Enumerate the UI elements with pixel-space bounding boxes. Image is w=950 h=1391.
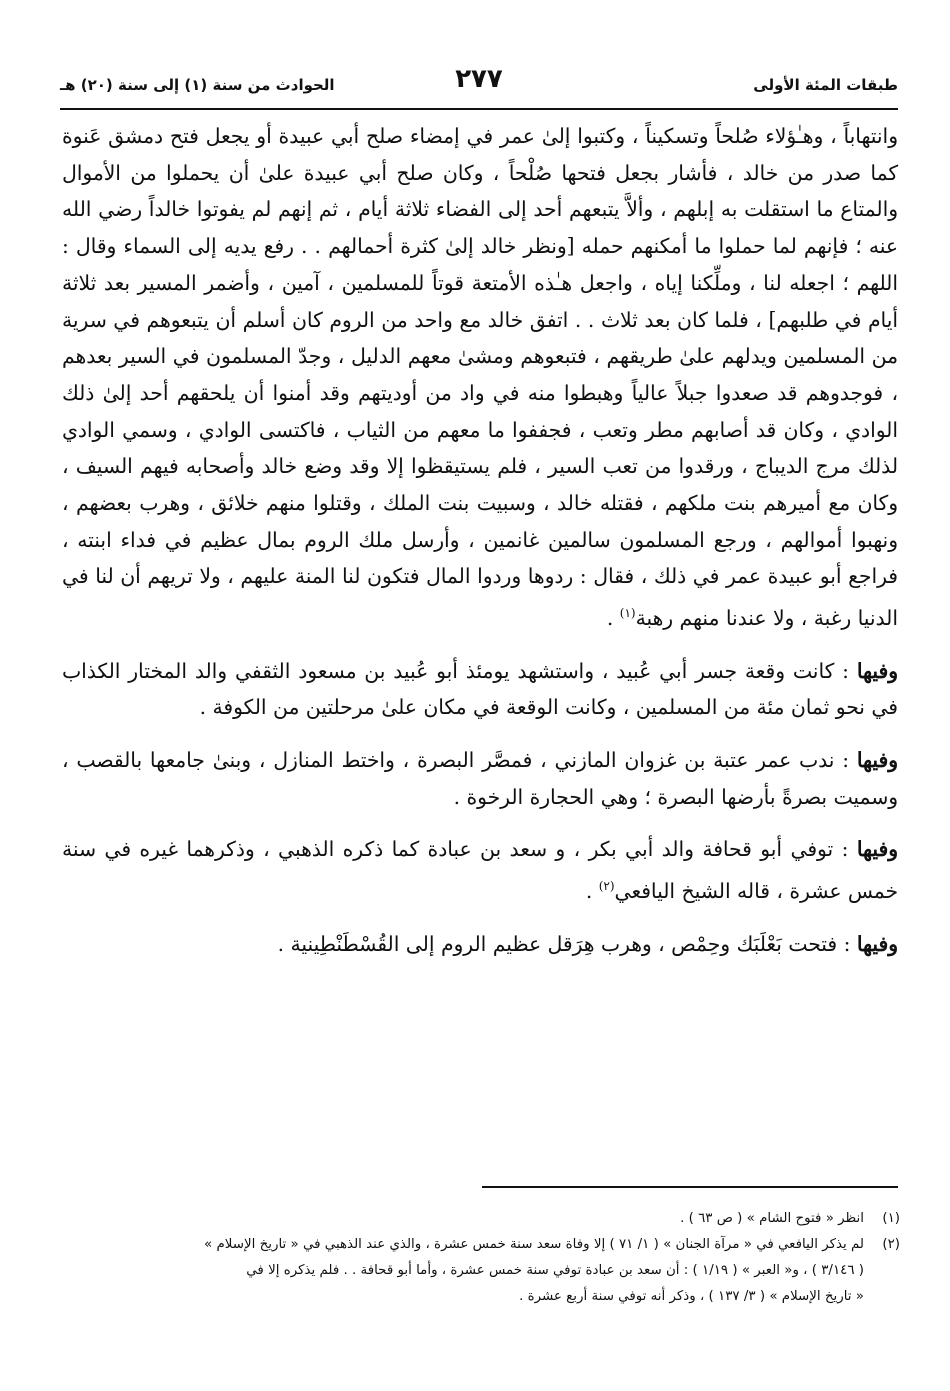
footnote-divider bbox=[482, 1186, 898, 1188]
footnotes bbox=[62, 1206, 900, 1310]
footnote-2-line-1: لم يذكر اليافعي في « مرآة الجنان » ( ١/ ٧١ ) إلا وفاة سعد سنة خمس عشرة ، والذي عند الذهبي في « تاريخ الإسلام » bbox=[204, 1237, 864, 1252]
paragraph-5-lead: وفيها bbox=[856, 931, 898, 956]
paragraph-1-end: . bbox=[606, 605, 620, 630]
paragraph-3-text: : ندب عمر عتبة بن غزوان المازني ، فمصَّر البصرة ، واختط المنازل ، وبنىٰ جامعها بالقصب ، وسميت بصرةً بأرضها البصرة ؛ وهي الحجارة الرخوة . bbox=[62, 748, 898, 809]
paragraph-2-lead: وفيها bbox=[856, 658, 898, 683]
footnote-2 bbox=[62, 1232, 900, 1258]
section-title: الحوادث من سنة (١) إلى سنة (٢٠) هـ bbox=[60, 76, 335, 94]
footnote-ref-1: (١) bbox=[619, 606, 636, 621]
paragraph-4-end: . bbox=[585, 878, 599, 903]
footnote-ref-2: (٢) bbox=[598, 879, 615, 894]
paragraph-3-lead: وفيها bbox=[856, 748, 898, 773]
main-text bbox=[62, 118, 898, 962]
paragraph-2 bbox=[62, 653, 898, 726]
paragraph-1 bbox=[62, 118, 898, 637]
paragraph-2-text: : كانت وقعة جسر أبي عُبيد ، واستشهد يومئذ أبو عُبيد بن مسعود الثقفي والد المختار الكذاب في نحو ثمان مئة من المسلمين ، وكانت الوقعة في مكان علىٰ مرحلتين من الكوفة . bbox=[62, 658, 898, 720]
footnote-2-number: (٢) bbox=[882, 1237, 900, 1252]
book-title: طبقات المئة الأولى bbox=[753, 76, 898, 94]
footnote-1 bbox=[62, 1206, 900, 1232]
header-divider bbox=[60, 108, 898, 110]
footnote-2-line-3: « تاريخ الإسلام » ( ٣/ ١٣٧ ) ، وذكر أنه توفي سنة أربع عشرة . bbox=[519, 1289, 864, 1304]
page-number: ٢٧٧ bbox=[455, 64, 503, 94]
footnote-2-line-2: ( ٣/١٤٦ ) ، و« العبر » ( ١/١٩ ) : أن سعد بن عبادة توفي سنة خمس عشرة ، وأما أبو قحافة . . فلم يذكره إلا في bbox=[246, 1263, 864, 1278]
paragraph-4-text: : توفي أبو قحافة والد أبي بكر ، و سعد بن عبادة كما ذكره الذهبي ، وذكرهما غيره في سنة خمس عشرة ، قاله الشيخ اليافعي bbox=[62, 837, 898, 903]
paragraph-1-text: وانتهاباً ، وهـٰؤلاء صُلحاً وتسكيناً ، وكتبوا إلىٰ عمر في إمضاء صلح أبي عبيدة أو يجعل فتح دمشق عَنوة كما صدر من خالد ، فأشار بجعل فتحها صُلْحاً ، وكان صلح أبي عبيدة علىٰ أن يحملوا من الأموال والمتاع ما استقلت به إبلهم ، وألاَّ يتبعهم أحد إلى الفضاء ثلاثة أيام ، ثم إنهم لم يفوتوا خالداً رضي الله عنه ؛ فإنهم لما حملوا ما أمكنهم حمله [ونظر خالد إلىٰ كثرة أحمالهم . . رفع يديه إلى السماء وقال : اللهم ؛ اجعله لنا ، وملِّكنا إياه ، واجعل هـٰذه الأمتعة قوتاً للمسلمين ، آمين ، وأضمر المسير بعد ثلاثة أيام في طلبهم] ، فلما كان بعد ثلاث . . اتفق خالد مع واحد من الروم كان أسلم أن يتبعوهم في سرية من المسلمين ويدلهم علىٰ طريقهم ، فتبعوهم ومشىٰ معهم الدليل ، وجدّ المسلمون في السير بعدهم ، فوجدوهم قد صعدوا جبلاً عالياً وهبطوا منه في واد من أوديتهم وقد أمنوا أن يلحقهم أحد إلىٰ ذلك الوادي ، وكان قد أصابهم مطر وتعب ، فجففوا ما معهم من الثياب ، فاكتسى الوادي ، وسمي الوادي لذلك مرج الديباج ، ورقدوا من تعب السير ، فلم يستيقظوا إلا وقد وضع خالد وأصحابه فيهم السيف ، وكان مع أميرهم بنت ملكهم ، فقتله خالد ، وسبيت بنت الملك ، وقتلوا منهم خلائق ، وهرب بعضهم ، ونهبوا أموالهم ، ورجع المسلمون سالمين غانمين ، وأرسل ملك الروم بمال عظيم في فداء ابنته ، فراجع أبو عبيدة عمر في ذلك ، فقال : ردوها وردوا المال فتكون لنا المنة عليهم ، ولا تريهم أن لنا في الدنيا رغبة ، ولا عندنا منهم رهبة bbox=[62, 124, 898, 630]
footnote-1-number: (١) bbox=[882, 1211, 900, 1226]
footnote-1-text: انظر « فتوح الشام » ( ص ٦٣ ) . bbox=[680, 1211, 864, 1226]
paragraph-4-lead: وفيها bbox=[856, 837, 898, 862]
paragraph-5 bbox=[62, 926, 898, 963]
page-header bbox=[60, 64, 898, 104]
paragraph-4 bbox=[62, 831, 898, 909]
paragraph-3 bbox=[62, 742, 898, 815]
paragraph-5-text: : فتحت بَعْلَبَك وحِمْص ، وهرب هِرَقل عظيم الروم إلى القُسْطَنْطِينية . bbox=[277, 931, 857, 956]
